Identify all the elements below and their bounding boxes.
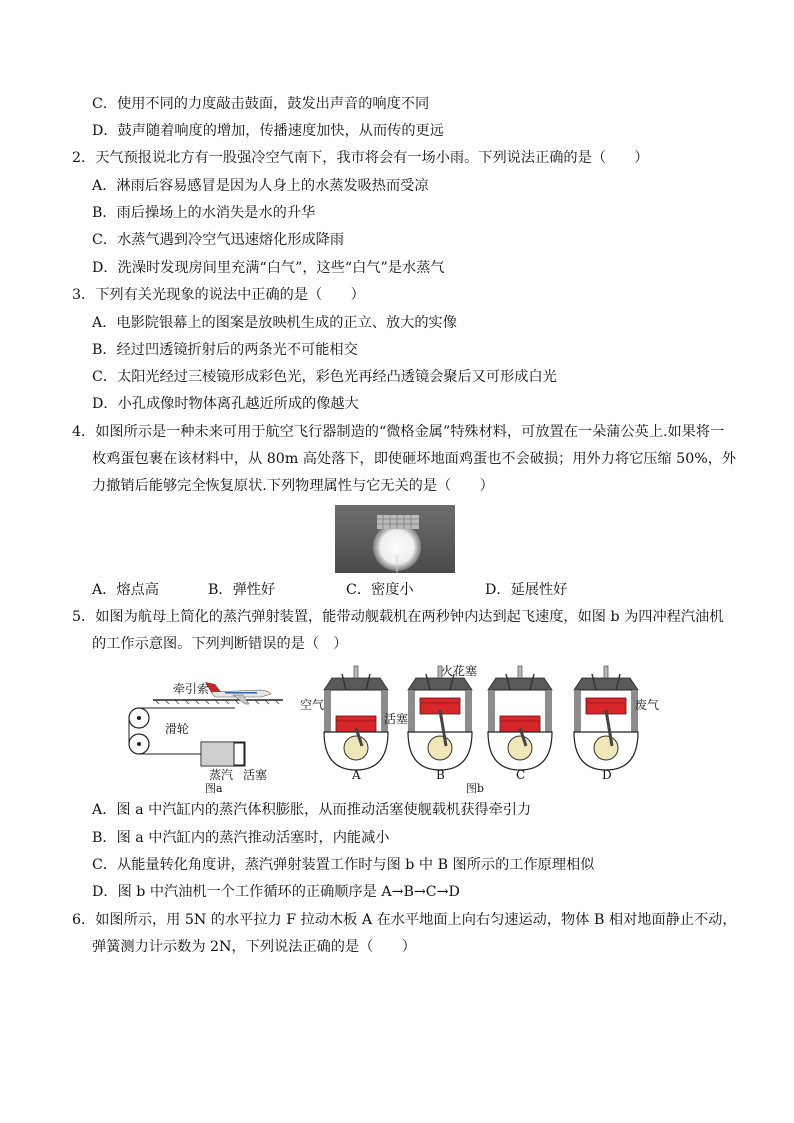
q1-option-d: D．鼓声随着响度的增加，传播速度加快，从而传的更远 (92, 123, 444, 139)
q5-stem-line1: 5．如图为航母上简化的蒸汽弹射装置，能带动舰载机在两秒钟内达到起飞速度，如图 b 为四冲程汽油机 (72, 609, 724, 625)
engine-cylinder (574, 666, 638, 770)
label-steam: 蒸汽 (209, 768, 234, 782)
figure-b-engine-cycle (300, 660, 670, 795)
q2-stem: 2．天气预报说北方有一股强冷空气南下，我市将会有一场小雨。下列说法正确的是（ ） (72, 150, 649, 166)
label-piston-b: 活塞 (384, 712, 409, 726)
q4-option-d: D．延展性好 (485, 582, 568, 598)
q4-stem-line3: 力撤销后能够完全恢复原状.下列物理属性与它无关的是（ ） (92, 478, 494, 494)
label-piston-a: 活塞 (243, 768, 268, 782)
q4-option-b: B．弹性好 (208, 582, 276, 598)
q1-option-c: C．使用不同的力度敲击鼓面，鼓发出声音的响度不同 (92, 96, 430, 112)
q2-option-b: B．雨后操场上的水消失是水的升华 (92, 205, 316, 221)
label-spark-plug: 火花塞 (441, 664, 478, 678)
dandelion-photo (335, 505, 455, 573)
label-air: 空气 (300, 698, 325, 712)
label-rope: 牵引索 (173, 682, 210, 696)
q5-option-d: D．图 b 中汽油机一个工作循环的正确顺序是 A→B→C→D (92, 884, 460, 900)
q4-option-c: C．密度小 (346, 582, 414, 598)
q2-option-c: C．水蒸气遇到冷空气迅速熔化形成降雨 (92, 232, 345, 248)
label-exhaust: 废气 (635, 698, 660, 712)
cylinder-label-a: A (352, 768, 361, 782)
q2-option-a: A．淋雨后容易感冒是因为人身上的水蒸发吸热而受凉 (92, 178, 429, 194)
q6-stem-line1: 6．如图所示，用 5N 的水平拉力 F 拉动木板 A 在水平地面上向右匀速运动，物体 B 相对地面静止不动， (72, 912, 737, 928)
label-pulley: 滑轮 (165, 722, 190, 736)
cylinder-label-b: B (436, 768, 445, 782)
q4-stem-line2: 枚鸡蛋包裹在该材料中，从 80m 高处落下，即使砸坏地面鸡蛋也不会破损；用外力将它压缩 50%，外 (92, 451, 737, 467)
cylinder-label-c: C (516, 768, 526, 782)
q6-stem-line2: 弹簧测力计示数为 2N，下列说法正确的是（ ） (92, 939, 416, 955)
q5-option-c: C．从能量转化角度讲，蒸汽弹射装置工作时与图 b 中 B 图所示的工作原理相似 (92, 857, 595, 873)
q3-stem: 3．下列有关光现象的说法中正确的是（ ） (72, 287, 365, 303)
q4-option-a: A．熔点高 (92, 582, 159, 598)
figure-a-caption: 图a (205, 782, 223, 795)
figure-a-catapult (125, 662, 285, 795)
q5-option-b: B．图 a 中汽缸内的蒸汽推动活塞时，内能减小 (92, 830, 390, 846)
cylinder-label-d: D (602, 768, 612, 782)
engine-cylinder (324, 666, 388, 770)
q5-option-a: A．图 a 中汽缸内的蒸汽体积膨胀，从而推动活塞使舰载机获得牵引力 (92, 802, 532, 818)
q3-option-d: D．小孔成像时物体离孔越近所成的像越大 (92, 396, 359, 412)
q4-stem-line1: 4．如图所示是一种未来可用于航空飞行器制造的“微格金属”特殊材料，可放置在一朵蒲公英上.如果将一 (72, 424, 725, 440)
q2-option-d: D．洗澡时发现房间里充满“白气”，这些“白气”是水蒸气 (92, 260, 445, 276)
engine-cylinder (488, 666, 552, 770)
figure-b-caption: 图b (466, 782, 485, 795)
q3-option-a: A．电影院银幕上的图案是放映机生成的正立、放大的实像 (92, 315, 457, 331)
q3-option-b: B．经过凹透镜折射后的两条光不可能相交 (92, 342, 358, 358)
engine-cylinder (408, 666, 472, 770)
q5-stem-line2: 的工作示意图。下列判断错误的是（ ） (92, 636, 348, 652)
q3-option-c: C．太阳光经过三棱镜形成彩色光，彩色光再经凸透镜会聚后又可形成白光 (92, 369, 557, 385)
